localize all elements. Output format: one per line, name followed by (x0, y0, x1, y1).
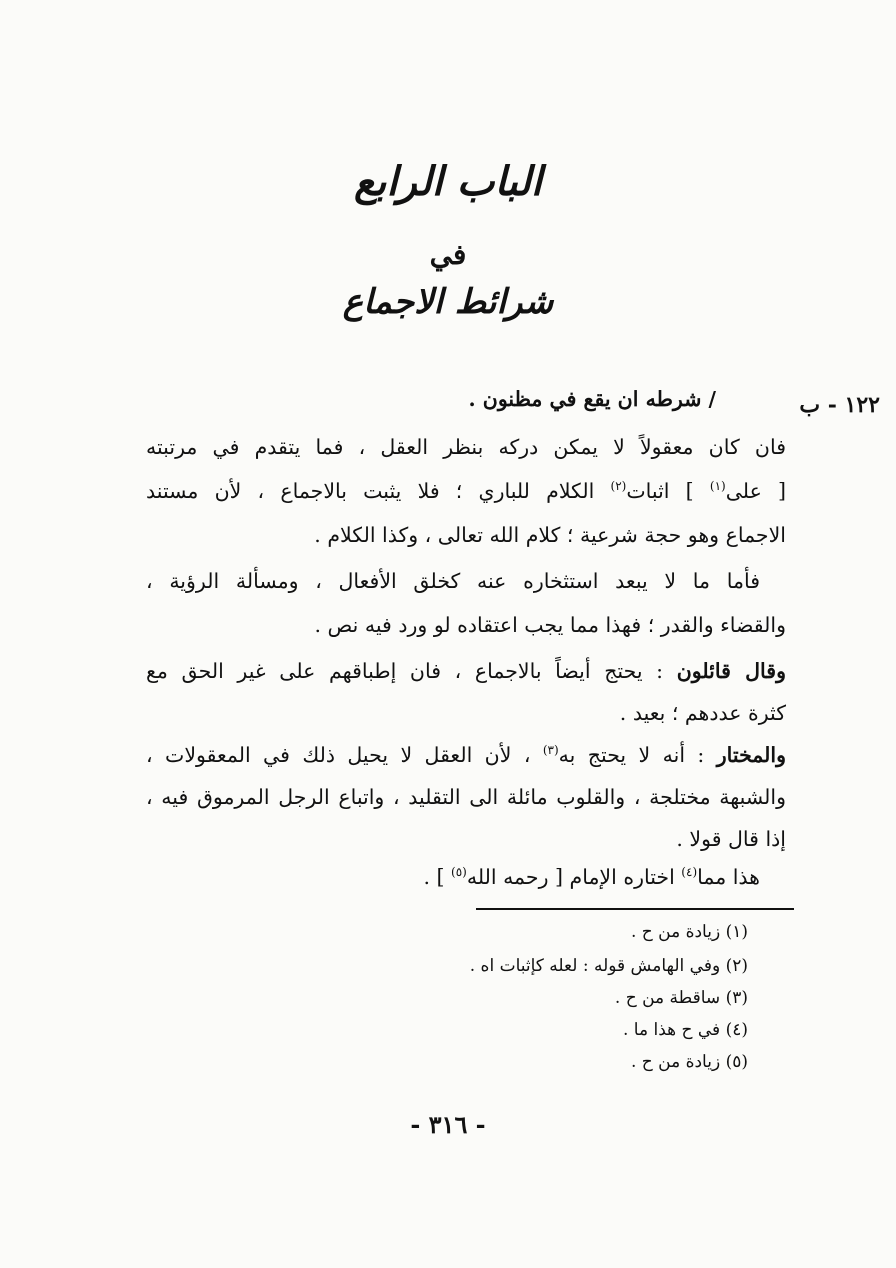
footnote-text: في ح هذا ما . (622, 1020, 721, 1040)
text-line-3 (146, 480, 786, 503)
footnote-marker: (٣) (542, 743, 559, 758)
folio-margin-note: ١٢٢ - ب (799, 392, 880, 418)
text-segment: ] . (423, 865, 451, 889)
footnote-number: (٤) (725, 1020, 748, 1040)
footnote-number: (١) (725, 922, 748, 942)
footnote-4 (328, 1020, 748, 1040)
speaker-label: وقال قائلون (676, 659, 786, 683)
text-line-9 (146, 744, 786, 767)
footnote-1 (328, 922, 748, 942)
text-segment: : أنه لا يحتج به (558, 743, 717, 767)
text-line-2: فان كان معقولاً لا يمكن دركه بنظر العقل ، فما يتقدم في مرتبته (146, 435, 786, 459)
text-segment: [ على (725, 479, 786, 503)
footnote-marker: (١) (709, 479, 726, 494)
text-line-5: فأما ما لا يبعد استثخاره عنه كخلق الأفعال ، ومسألة الرؤية ، (146, 569, 760, 593)
footnote-5 (328, 1052, 748, 1072)
text-segment: الكلام للباري ؛ فلا يثبت بالاجماع ، لأن مستند (146, 479, 611, 503)
text-line-6: والقضاء والقدر ؛ فهذا مما يجب اعتقاده لو ورد فيه نص . (314, 613, 786, 637)
footnote-separator (476, 908, 794, 910)
text-segment: : يحتج أيضاً بالاجماع ، فان إطباقهم على غير الحق مع (146, 659, 677, 683)
text-line-1: / شرطه ان يقع في مظنون . (468, 387, 716, 411)
text-line-10: والشبهة مختلجة ، والقلوب مائلة الى التقليد ، واتباع الرجل المرموق فيه ، (146, 785, 786, 809)
text-segment: ] اثبات (626, 479, 710, 503)
text-line-12 (146, 866, 786, 889)
chapter-title-preposition: في (429, 238, 467, 271)
footnote-text: وفي الهامش قوله : لعله كإثبات اه . (469, 956, 721, 976)
text-segment: اختاره الإمام [ رحمه الله (466, 865, 682, 889)
chapter-subject: شرائط الاجماع (342, 282, 554, 322)
text-line-11: إذا قال قولا . (676, 827, 786, 851)
text-segment: هذا مما (697, 865, 760, 889)
footnote-marker: (٥) (451, 865, 467, 880)
footnote-text: زيادة من ح . (630, 922, 721, 942)
footnote-text: ساقطة من ح . (614, 988, 721, 1008)
footnote-marker: (٤) (681, 865, 698, 880)
chapter-title: الباب الرابع (353, 158, 543, 205)
footnote-text: زيادة من ح . (630, 1052, 721, 1072)
footnote-2 (328, 956, 748, 976)
text-line-4: الاجماع وهو حجة شرعية ؛ كلام الله تعالى ، وكذا الكلام . (314, 523, 786, 547)
footnote-marker: (٢) (610, 479, 627, 494)
footnote-number: (٢) (725, 956, 748, 976)
footnote-3 (328, 988, 748, 1008)
text-line-7 (146, 660, 786, 683)
page-number: - ٣١٦ - (410, 1110, 486, 1139)
footnote-number: (٥) (725, 1052, 748, 1072)
chosen-view-label: والمختار (716, 743, 786, 767)
footnote-number: (٣) (725, 988, 748, 1008)
text-segment: ، لأن العقل لا يحيل ذلك في المعقولات ، (146, 743, 543, 767)
text-line-8: كثرة عددهم ؛ بعيد . (619, 701, 786, 725)
